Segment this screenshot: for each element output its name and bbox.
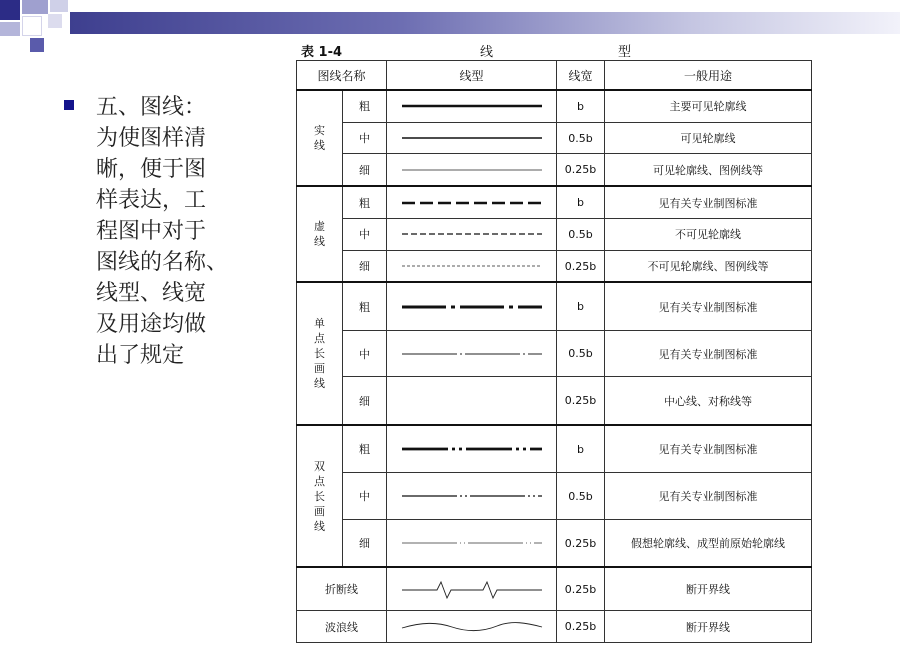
group-name-char: 线: [314, 139, 325, 153]
table-row: [297, 473, 812, 520]
table-row: [297, 186, 812, 218]
usage-cell: 可见轮廓线: [605, 122, 812, 153]
line-sample-dashed-medium: [387, 219, 557, 250]
line-sample-double-dashdot-medium: [387, 473, 557, 520]
width-cell: b: [557, 90, 605, 122]
table-row: [297, 250, 812, 282]
thickness-cell: 粗: [343, 186, 387, 218]
group-name-char: 长: [314, 347, 325, 361]
header-width: 线宽: [557, 61, 605, 91]
group-name-char: 线: [314, 235, 325, 249]
width-cell: 0.25b: [557, 377, 605, 425]
thickness-cell: 细: [343, 519, 387, 567]
usage-cell: 不可见轮廓线: [605, 219, 812, 250]
usage-cell: 见有关专业制图标准: [605, 473, 812, 520]
thickness-cell: 中: [343, 330, 387, 377]
group-name-solid: [297, 90, 343, 186]
width-cell: 0.25b: [557, 519, 605, 567]
bullet-text: [96, 92, 256, 371]
thickness-cell: 细: [343, 154, 387, 186]
deco-square: [22, 0, 48, 14]
table-row: [297, 122, 812, 153]
thickness-cell: 粗: [343, 425, 387, 473]
thickness-cell: 细: [343, 377, 387, 425]
thickness-cell: 中: [343, 473, 387, 520]
width-cell: b: [557, 186, 605, 218]
deco-square: [50, 0, 68, 12]
line-sample-double-dashdot-thin: [387, 519, 557, 567]
bullet-square-icon: [64, 100, 74, 110]
table-row: [297, 567, 812, 610]
group-name-char: 线: [314, 519, 325, 533]
bullet-line: 晰，便于图: [96, 157, 207, 182]
group-name-char: 画: [314, 362, 325, 376]
table-row: [297, 425, 812, 473]
table-title-char: 线: [480, 45, 494, 60]
line-sample-break: [387, 567, 557, 610]
table-row: [297, 282, 812, 330]
line-sample-dashed-thin: [387, 250, 557, 282]
table-row: [297, 154, 812, 186]
width-cell: 0.25b: [557, 154, 605, 186]
usage-cell: 见有关专业制图标准: [605, 330, 812, 377]
single-name-break: 折断线: [297, 567, 387, 610]
width-cell: 0.25b: [557, 567, 605, 610]
group-name-char: 单: [314, 317, 325, 331]
bullet-line: 样表达，工: [96, 188, 207, 213]
deco-square: [22, 16, 42, 36]
width-cell: 0.25b: [557, 611, 605, 643]
width-cell: b: [557, 282, 605, 330]
group-name-char: 点: [314, 332, 325, 346]
header-usage: 一般用途: [605, 61, 812, 91]
bullet-line: 为使图样清: [96, 126, 207, 151]
line-sample-solid-thin: [387, 154, 557, 186]
group-name-dashed: [297, 186, 343, 282]
table-row: [297, 611, 812, 643]
width-cell: 0.5b: [557, 330, 605, 377]
table-label: 表 1-4: [301, 45, 343, 60]
deco-square: [0, 0, 20, 20]
group-name-single-dash-dot: [297, 282, 343, 424]
table-row: [297, 377, 812, 425]
line-sample-dashdot-thin: [387, 377, 557, 425]
group-name-char: 点: [314, 474, 325, 488]
group-name-double-dash-dot: [297, 425, 343, 567]
bullet-line: 及用途均做: [96, 312, 207, 337]
header-gradient-bar: [70, 12, 900, 34]
table-row: [297, 90, 812, 122]
line-sample-dashdot-medium: [387, 330, 557, 377]
deco-square: [48, 14, 62, 28]
thickness-cell: 粗: [343, 282, 387, 330]
bullet-line: 图线的名称、: [96, 250, 229, 275]
header-name: 图线名称: [297, 61, 387, 91]
usage-cell: 见有关专业制图标准: [605, 186, 812, 218]
bullet-line: 线型、线宽: [96, 281, 207, 306]
usage-cell: 假想轮廓线、成型前原始轮廓线: [605, 519, 812, 567]
table-row: [297, 519, 812, 567]
width-cell: b: [557, 425, 605, 473]
usage-cell: 主要可见轮廓线: [605, 90, 812, 122]
usage-cell: 断开界线: [605, 567, 812, 610]
usage-cell: 断开界线: [605, 611, 812, 643]
thickness-cell: 粗: [343, 90, 387, 122]
line-sample-solid-medium: [387, 122, 557, 153]
line-sample-wave: [387, 611, 557, 643]
header-type: 线型: [387, 61, 557, 91]
usage-cell: 可见轮廓线、图例线等: [605, 154, 812, 186]
table-row: [297, 219, 812, 250]
bullet-line: 五、图线：: [96, 95, 207, 120]
line-sample-dashdot-thick: [387, 282, 557, 330]
line-sample-double-dashdot-thick: [387, 425, 557, 473]
thickness-cell: 细: [343, 250, 387, 282]
group-name-char: 画: [314, 504, 325, 518]
deco-square: [30, 38, 44, 52]
bullet-line: 出了规定: [96, 343, 185, 368]
width-cell: 0.5b: [557, 219, 605, 250]
usage-cell: 见有关专业制图标准: [605, 282, 812, 330]
deco-square: [0, 22, 20, 36]
table-title-char: 型: [618, 45, 632, 60]
line-sample-dashed-thick: [387, 186, 557, 218]
width-cell: 0.5b: [557, 473, 605, 520]
group-name-char: 长: [314, 489, 325, 503]
width-cell: 0.25b: [557, 250, 605, 282]
usage-cell: 见有关专业制图标准: [605, 425, 812, 473]
bullet-line: 程图中对于: [96, 219, 207, 244]
table-header-row: [297, 61, 812, 91]
group-name-char: 线: [314, 377, 325, 391]
single-name-wave: 波浪线: [297, 611, 387, 643]
line-sample-solid-thick: [387, 90, 557, 122]
group-name-char: 双: [314, 459, 325, 473]
table-row: [297, 330, 812, 377]
group-name-char: 虚: [314, 220, 325, 234]
line-type-table: [296, 60, 812, 643]
width-cell: 0.5b: [557, 122, 605, 153]
thickness-cell: 中: [343, 122, 387, 153]
usage-cell: 不可见轮廓线、图例线等: [605, 250, 812, 282]
usage-cell: 中心线、对称线等: [605, 377, 812, 425]
group-name-char: 实: [314, 124, 325, 138]
thickness-cell: 中: [343, 219, 387, 250]
